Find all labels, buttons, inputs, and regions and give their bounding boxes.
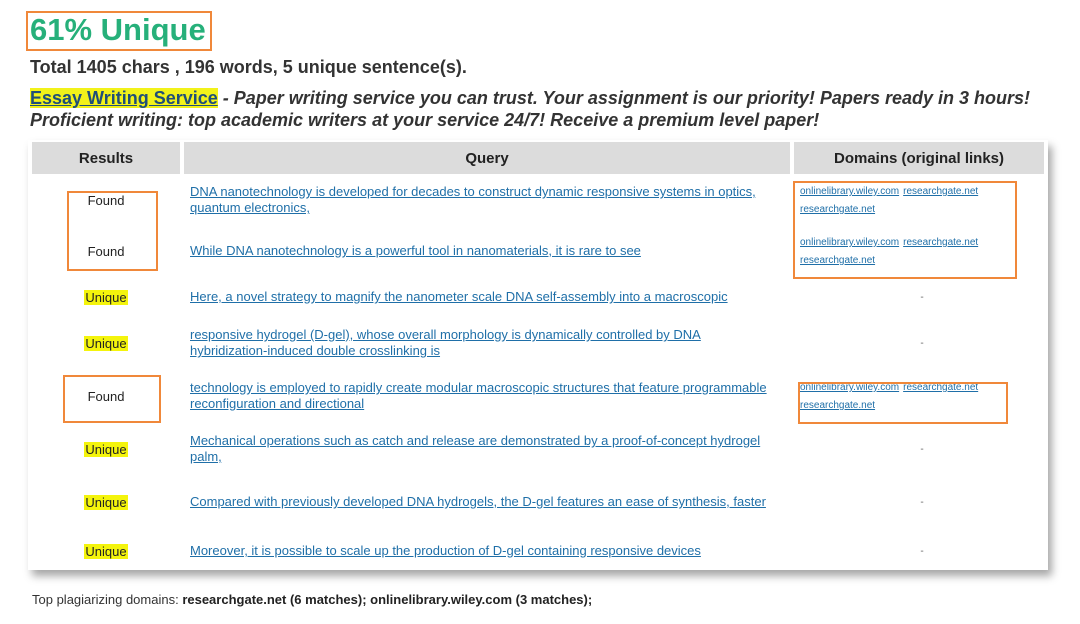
results-panel: [28, 140, 1048, 570]
result-found: Found: [87, 243, 125, 259]
header-domains: Domains (original links): [794, 142, 1044, 174]
uniqueness-score: 61% Unique: [30, 12, 206, 47]
footer-summary: researchgate.net (6 matches); onlinelibrary.wiley.com (3 matches);: [182, 592, 593, 607]
domain-link[interactable]: onlinelibrary.wiley.com: [800, 186, 900, 197]
domain-link[interactable]: researchgate.net: [800, 400, 876, 411]
query-link[interactable]: Moreover, it is possible to scale up the production of D-gel containing responsive devices: [190, 543, 701, 558]
header-query: Query: [184, 142, 790, 174]
query-link[interactable]: responsive hydrogel (D-gel), whose overall morphology is dynamically controlled by DNA hybridization-induced double crosslinking is: [190, 327, 701, 358]
result-unique-badge: Unique: [85, 543, 127, 559]
domains-annotation-box: [793, 181, 1017, 279]
domains-annotation-box: [798, 382, 1008, 424]
query-link[interactable]: Mechanical operations such as catch and release are demonstrated by a proof-of-concept hydrogel palm,: [190, 433, 761, 464]
footer-label: Top plagiarizing domains:: [32, 592, 183, 607]
table-row: [32, 474, 1044, 530]
result-unique-badge: Unique: [85, 494, 127, 510]
domain-link[interactable]: onlinelibrary.wiley.com: [800, 237, 900, 248]
result-found: Found: [87, 388, 125, 404]
found-annotation-box: [63, 375, 161, 423]
result-unique-badge: Unique: [85, 289, 127, 305]
no-domain: -: [920, 291, 924, 303]
totals-summary: Total 1405 chars , 196 words, 5 unique sentence(s).: [30, 57, 467, 77]
domain-link[interactable]: researchgate.net: [800, 255, 876, 266]
top-domains-footer: [32, 592, 592, 607]
domain-link[interactable]: researchgate.net: [903, 237, 979, 248]
domain-link[interactable]: researchgate.net: [800, 204, 876, 215]
table-row: [32, 276, 1044, 318]
query-link[interactable]: Here, a novel strategy to magnify the nanometer scale DNA self-assembly into a macroscopic: [190, 289, 728, 304]
essay-service-link[interactable]: Essay Writing Service: [30, 88, 218, 108]
table-row: [32, 318, 1044, 368]
domain-link[interactable]: researchgate.net: [903, 382, 979, 393]
table-row: [32, 530, 1044, 572]
found-annotation-box: [67, 191, 158, 271]
domain-link[interactable]: researchgate.net: [903, 186, 979, 197]
query-link[interactable]: DNA nanotechnology is developed for decades to construct dynamic responsive systems in optics, quantum electronics,: [190, 184, 756, 215]
result-found: Found: [87, 192, 125, 208]
domain-link[interactable]: onlinelibrary.wiley.com: [800, 382, 900, 393]
query-link[interactable]: While DNA nanotechnology is a powerful tool in nanomaterials, it is rare to see: [190, 243, 641, 258]
result-unique-badge: Unique: [85, 335, 127, 351]
no-domain: -: [920, 337, 924, 349]
header-results: Results: [32, 142, 180, 174]
result-unique-badge: Unique: [85, 441, 127, 457]
promo-banner: [30, 87, 1050, 131]
no-domain: -: [920, 443, 924, 455]
table-row: [32, 424, 1044, 474]
query-link[interactable]: technology is employed to rapidly create modular macroscopic structures that feature programmable reconfiguration and directional: [190, 380, 767, 411]
no-domain: -: [920, 496, 924, 508]
promo-text: - Paper writing service you can trust. Your assignment is our priority! Papers ready in 3 hours! Proficient writing: top academic writers at your service 24/7! Receive a premium level paper!: [30, 88, 1030, 130]
no-domain: -: [920, 545, 924, 557]
query-link[interactable]: Compared with previously developed DNA hydrogels, the D-gel features an ease of synthesis, faster: [190, 494, 766, 509]
